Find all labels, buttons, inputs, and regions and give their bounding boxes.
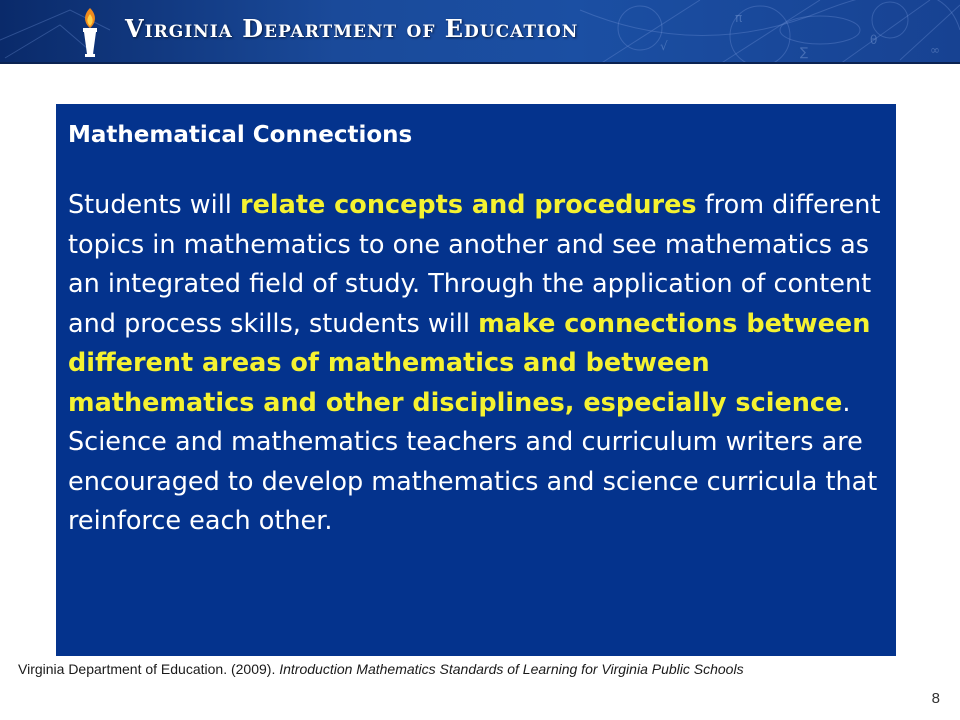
- citation-work-title: Introduction Mathematics Standards of Learning for Virginia Public Schools: [279, 661, 744, 677]
- svg-text:π: π: [735, 11, 743, 25]
- paragraph-segment: Students will: [68, 190, 240, 220]
- svg-text:√: √: [660, 39, 668, 53]
- highlighted-phrase: relate concepts and procedures: [240, 190, 697, 220]
- citation: [18, 661, 948, 677]
- organization-title: Virginia Department of Education: [125, 14, 579, 43]
- citation-prefix: Virginia Department of Education. (2009).: [18, 661, 280, 677]
- highlighted-phrase: make connections between different areas of mathematics and between mathematics and other disciplines, especially science: [68, 308, 871, 418]
- paragraph-segment: . Science and mathematics teachers and curriculum writers are encouraged to develop mathematics and science curricula that reinforce each other.: [68, 387, 878, 536]
- svg-text:∞: ∞: [930, 43, 940, 57]
- header-banner: [0, 0, 960, 64]
- torch-icon: [70, 4, 110, 60]
- svg-text:θ: θ: [870, 33, 878, 47]
- svg-text:∑: ∑: [800, 45, 809, 59]
- content-box: [56, 104, 896, 656]
- page-number: 8: [931, 690, 940, 707]
- slide-paragraph: [68, 186, 884, 542]
- slide-title: Mathematical Connections: [68, 122, 413, 148]
- paragraph-segment: from different topics in mathematics to one another and see mathematics as an integrated field of study. Through the application of content and process skills, students will: [68, 190, 881, 339]
- banner-divider: [0, 62, 960, 64]
